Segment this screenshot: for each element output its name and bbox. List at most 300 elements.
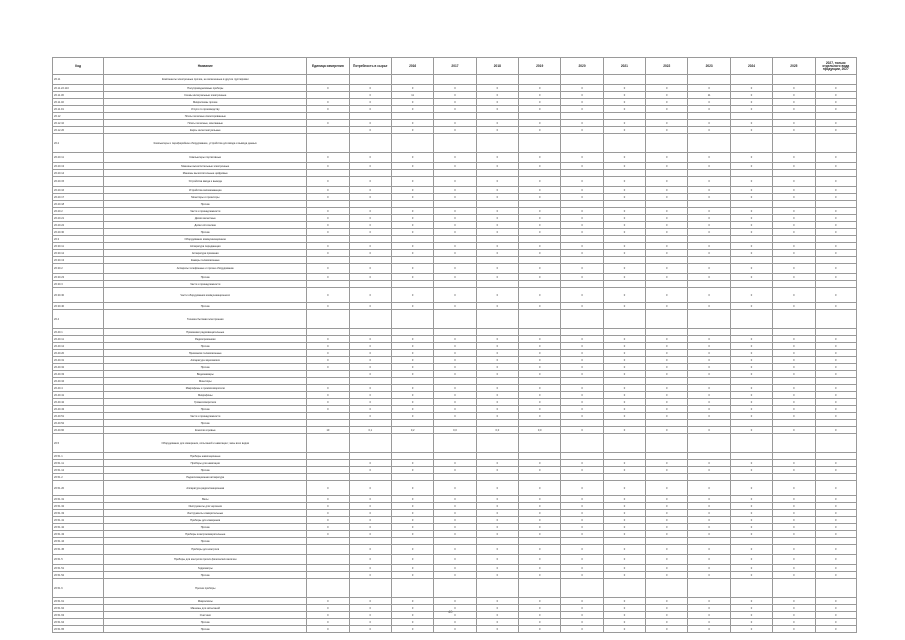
row-value — [561, 310, 603, 329]
row-value — [646, 378, 688, 385]
row-value: 0 — [815, 208, 856, 215]
row-value: 0 — [646, 598, 688, 605]
row-value: 0 — [730, 364, 772, 371]
row-value: 0 — [561, 229, 603, 236]
table-row — [53, 474, 857, 481]
row-value — [688, 538, 730, 545]
row-value: 0 — [603, 99, 645, 106]
row-value: 0 — [391, 481, 433, 496]
row-value — [773, 236, 815, 243]
row-value: 0 — [646, 481, 688, 496]
row-name: Микросхемы прочие — [104, 99, 307, 106]
row-value: 0 — [434, 153, 476, 163]
row-value: 0 — [561, 163, 603, 170]
row-value: 0 — [434, 264, 476, 274]
row-value: 0 — [476, 406, 518, 413]
row-value — [561, 420, 603, 427]
row-value — [519, 236, 561, 243]
row-value: 0 — [688, 208, 730, 215]
row-code: 26.2 — [53, 134, 104, 153]
table-row — [53, 243, 857, 250]
row-value: 0 — [603, 399, 645, 406]
row-value: 0 — [349, 565, 391, 572]
row-value: 0 — [815, 572, 856, 579]
row-value: 0 — [519, 605, 561, 612]
row-value — [434, 329, 476, 336]
row-value: 0 — [561, 153, 603, 163]
row-value: 0 — [646, 406, 688, 413]
row-value: 0 — [349, 517, 391, 524]
row-value: 0 — [391, 264, 433, 274]
row-value: 0 — [773, 392, 815, 399]
row-value — [519, 170, 561, 177]
table-body — [53, 75, 857, 633]
row-value: 0 — [434, 619, 476, 626]
row-value: 0 — [646, 496, 688, 503]
row-value: 0 — [434, 612, 476, 619]
row-value: 0 — [603, 343, 645, 350]
row-value: 0 — [730, 619, 772, 626]
row-value: 0 — [773, 187, 815, 194]
row-value — [646, 434, 688, 453]
row-value: 0 — [730, 427, 772, 434]
row-name: Радиоприемники — [104, 336, 307, 343]
row-code: 26.30.2 — [53, 264, 104, 274]
row-value: 0 — [434, 208, 476, 215]
row-value: 0 — [434, 385, 476, 392]
row-value: 0 — [815, 106, 856, 113]
row-value: 0 — [307, 524, 349, 531]
row-value: 0 — [519, 598, 561, 605]
row-value — [730, 434, 772, 453]
row-value: 0 — [773, 524, 815, 531]
row-value: 0 — [773, 127, 815, 134]
row-value — [476, 434, 518, 453]
row-value: 0 — [307, 274, 349, 281]
row-value — [815, 257, 856, 264]
row-value: 0 — [434, 303, 476, 310]
row-value: 0 — [603, 371, 645, 378]
row-value: 0 — [646, 392, 688, 399]
row-value: 0 — [603, 350, 645, 357]
row-value — [349, 201, 391, 208]
row-value — [349, 310, 391, 329]
row-value: 0 — [688, 343, 730, 350]
row-value: 0 — [307, 406, 349, 413]
table-row — [53, 517, 857, 524]
row-value: 0 — [307, 399, 349, 406]
row-value — [434, 281, 476, 288]
row-value: 0 — [391, 612, 433, 619]
table-row — [53, 85, 857, 92]
row-value: 0 — [773, 264, 815, 274]
row-name: Консоли игровые — [104, 427, 307, 434]
row-value — [307, 378, 349, 385]
row-value — [307, 434, 349, 453]
row-value: 0 — [603, 208, 645, 215]
row-value — [434, 453, 476, 460]
row-value: 0 — [561, 510, 603, 517]
row-value: 0 — [307, 215, 349, 222]
row-value: 0 — [434, 194, 476, 201]
header-year: 2018 — [476, 58, 518, 75]
row-value: 0 — [561, 524, 603, 531]
row-value: 0 — [688, 106, 730, 113]
row-value: 0 — [815, 524, 856, 531]
row-name: Схемы интегральные электронные — [104, 92, 307, 99]
row-value: 0 — [476, 187, 518, 194]
row-value — [773, 201, 815, 208]
row-value: 0 — [434, 350, 476, 357]
row-value: 0 — [646, 467, 688, 474]
header-total: 2027, только отдельного вида продукции, 2027 — [815, 58, 856, 75]
row-value: 0 — [646, 626, 688, 633]
row-value — [646, 474, 688, 481]
row-value: 0 — [519, 385, 561, 392]
row-value: 0 — [773, 496, 815, 503]
row-value: 0 — [349, 120, 391, 127]
row-value: 0 — [476, 531, 518, 538]
row-value — [688, 201, 730, 208]
row-value: 0 — [349, 243, 391, 250]
row-code: 26.11.40 — [53, 99, 104, 106]
row-value: 0 — [434, 215, 476, 222]
row-value: 0 — [603, 572, 645, 579]
row-value — [646, 134, 688, 153]
row-name: Оборудование коммуникационное — [104, 236, 307, 243]
table-row — [53, 612, 857, 619]
row-code: 26.51.61 — [53, 598, 104, 605]
row-value: 0 — [434, 106, 476, 113]
row-value: 0 — [646, 385, 688, 392]
row-value: 0 — [434, 222, 476, 229]
row-value: 0 — [307, 619, 349, 626]
row-code: 26.40.34 — [53, 378, 104, 385]
row-value: 0 — [730, 120, 772, 127]
row-value — [561, 113, 603, 120]
row-value: 0 — [730, 208, 772, 215]
row-value: 0 — [688, 303, 730, 310]
row-code: 26.51.32 — [53, 503, 104, 510]
row-value: 0 — [603, 336, 645, 343]
row-value — [603, 538, 645, 545]
row-value: 0 — [730, 503, 772, 510]
row-value — [519, 310, 561, 329]
row-value — [434, 75, 476, 85]
table-row — [53, 215, 857, 222]
row-value: 0 — [391, 303, 433, 310]
row-value: 0 — [561, 343, 603, 350]
row-value: 0 — [688, 350, 730, 357]
table-row — [53, 264, 857, 274]
row-value: 0 — [773, 510, 815, 517]
row-value: 0 — [603, 303, 645, 310]
row-value: 0 — [773, 385, 815, 392]
row-value — [307, 201, 349, 208]
row-value: 0 — [773, 598, 815, 605]
row-value: 0 — [730, 531, 772, 538]
row-value: 0 — [391, 531, 433, 538]
row-value: 0 — [561, 215, 603, 222]
row-value — [476, 134, 518, 153]
row-value: 0 — [815, 399, 856, 406]
row-value: 0 — [307, 517, 349, 524]
row-code: 26.11.22.110 — [53, 85, 104, 92]
row-value — [391, 257, 433, 264]
row-value: 0 — [688, 626, 730, 633]
row-value: 0 — [815, 177, 856, 187]
row-value: 0 — [307, 336, 349, 343]
table-row — [53, 113, 857, 120]
table-row — [53, 134, 857, 153]
row-value: 0 — [391, 496, 433, 503]
row-value: 0 — [391, 555, 433, 565]
row-value: 0 — [603, 427, 645, 434]
row-value: 0 — [815, 392, 856, 399]
row-value: 0 — [688, 619, 730, 626]
row-value: 0 — [519, 524, 561, 531]
row-value: 0 — [434, 406, 476, 413]
row-code: 26.30.3 — [53, 281, 104, 288]
row-value: 0 — [773, 467, 815, 474]
row-value — [815, 434, 856, 453]
row-value — [307, 75, 349, 85]
row-value — [603, 281, 645, 288]
row-value: 0 — [561, 364, 603, 371]
row-value — [307, 310, 349, 329]
row-value — [815, 579, 856, 598]
row-value — [688, 75, 730, 85]
row-value: 0 — [773, 517, 815, 524]
row-value: 0 — [307, 250, 349, 257]
row-value: 0 — [646, 371, 688, 378]
row-value — [688, 170, 730, 177]
row-value: 0 — [434, 127, 476, 134]
row-code: 26.51.45 — [53, 545, 104, 555]
header-year: 2025 — [773, 58, 815, 75]
row-value: 0 — [688, 229, 730, 236]
row-value: 0 — [476, 357, 518, 364]
header-year: 2017 — [434, 58, 476, 75]
row-value: 0 — [730, 496, 772, 503]
row-value: 0 — [476, 496, 518, 503]
row-value: 0 — [307, 598, 349, 605]
row-value: 0 — [815, 215, 856, 222]
row-value: 0 — [773, 572, 815, 579]
row-code: 26.40.20 — [53, 350, 104, 357]
row-value: 0 — [349, 531, 391, 538]
row-value: 0 — [476, 524, 518, 531]
row-value: 0 — [391, 288, 433, 303]
row-value: 0 — [646, 194, 688, 201]
row-name: Машины вычислительные электронные — [104, 163, 307, 170]
row-value: 0 — [391, 208, 433, 215]
table-row — [53, 274, 857, 281]
row-value: 0 — [688, 120, 730, 127]
row-value — [434, 474, 476, 481]
row-value: 0 — [730, 222, 772, 229]
row-value: 0 — [730, 392, 772, 399]
row-value: 0 — [561, 288, 603, 303]
row-value: 0 — [815, 274, 856, 281]
row-value: 0 — [815, 222, 856, 229]
row-value: 0 — [773, 555, 815, 565]
row-value: 0 — [646, 343, 688, 350]
row-value: 0 — [773, 503, 815, 510]
row-value: 0 — [730, 565, 772, 572]
row-value: 0 — [434, 371, 476, 378]
row-value — [307, 474, 349, 481]
row-value: 0 — [391, 364, 433, 371]
row-value — [434, 434, 476, 453]
header-year: 2019 — [519, 58, 561, 75]
row-value: 0 — [391, 510, 433, 517]
row-value: 0 — [646, 510, 688, 517]
table-row — [53, 208, 857, 215]
row-value: 0 — [773, 274, 815, 281]
row-value: 0 — [561, 503, 603, 510]
row-value: 0 — [307, 222, 349, 229]
row-value: 0 — [349, 187, 391, 194]
row-name: Аппаратура звукозаписи — [104, 357, 307, 364]
row-value: 0 — [815, 85, 856, 92]
row-value: 0 — [476, 99, 518, 106]
row-value: 0 — [773, 229, 815, 236]
row-code: 26.40.32 — [53, 364, 104, 371]
row-value — [519, 434, 561, 453]
row-name: Части и принадлежности — [104, 413, 307, 420]
row-value — [603, 378, 645, 385]
row-value: 0 — [391, 357, 433, 364]
row-value: 0 — [603, 215, 645, 222]
row-value: 0 — [519, 406, 561, 413]
row-value — [434, 113, 476, 120]
row-value: 0 — [307, 385, 349, 392]
row-value: 0 — [815, 357, 856, 364]
row-value: 0 — [603, 555, 645, 565]
row-value: 0 — [815, 343, 856, 350]
row-value: 0 — [603, 364, 645, 371]
row-value: 0 — [603, 357, 645, 364]
header-year: 2016 — [391, 58, 433, 75]
row-name: Услуги по производству — [104, 106, 307, 113]
row-code: 26.20.17 — [53, 194, 104, 201]
row-value — [349, 236, 391, 243]
row-value — [349, 170, 391, 177]
row-value: 0 — [349, 413, 391, 420]
row-value — [307, 565, 349, 572]
row-value: 0 — [688, 243, 730, 250]
table-row — [53, 406, 857, 413]
row-value: 0 — [476, 481, 518, 496]
row-value: 0 — [476, 565, 518, 572]
row-value: 0 — [307, 264, 349, 274]
row-value: 0 — [815, 187, 856, 194]
row-name: Мониторы — [104, 378, 307, 385]
row-value: 0 — [476, 194, 518, 201]
row-value: 0 — [391, 399, 433, 406]
row-value: 0 — [646, 427, 688, 434]
row-value — [730, 538, 772, 545]
row-value: 0 — [561, 250, 603, 257]
row-value: 0 — [815, 531, 856, 538]
row-value: 0 — [730, 460, 772, 467]
header-unit: Единица измерения — [307, 58, 349, 75]
row-value — [307, 579, 349, 598]
row-value: 0 — [391, 524, 433, 531]
row-value — [815, 134, 856, 153]
table-row — [53, 194, 857, 201]
header-year: 2021 — [603, 58, 645, 75]
row-value: 0 — [391, 106, 433, 113]
row-value: 0 — [603, 229, 645, 236]
row-value — [773, 453, 815, 460]
row-value — [815, 75, 856, 85]
row-value: 0 — [646, 243, 688, 250]
row-value: 0 — [603, 250, 645, 257]
row-value — [646, 538, 688, 545]
row-value: 0 — [646, 565, 688, 572]
row-value: 0 — [603, 187, 645, 194]
row-value — [561, 236, 603, 243]
row-value: 0 — [646, 350, 688, 357]
table-row — [53, 229, 857, 236]
table-row — [53, 187, 857, 194]
row-value: 0 — [730, 99, 772, 106]
table-row — [53, 434, 857, 453]
row-code: 26.30.11 — [53, 243, 104, 250]
row-value: 0 — [730, 371, 772, 378]
row-value: 0 — [688, 598, 730, 605]
row-value: 0 — [391, 598, 433, 605]
row-value — [307, 134, 349, 153]
row-value: 0 — [603, 274, 645, 281]
row-value: 0 — [815, 612, 856, 619]
row-value — [434, 378, 476, 385]
row-name: Прочие — [104, 572, 307, 579]
row-value — [773, 310, 815, 329]
row-name: Прочие — [104, 303, 307, 310]
row-name: Микроскопы — [104, 598, 307, 605]
row-value: 0 — [603, 222, 645, 229]
row-value — [561, 170, 603, 177]
row-value — [476, 538, 518, 545]
row-value: 0 — [688, 572, 730, 579]
row-value: 0 — [349, 336, 391, 343]
row-value — [349, 134, 391, 153]
row-value: 0 — [391, 605, 433, 612]
row-value: 0 — [773, 357, 815, 364]
row-name: Видеокамеры — [104, 371, 307, 378]
row-code: 26.11.30 — [53, 92, 104, 99]
row-value: 0 — [519, 215, 561, 222]
table-row — [53, 503, 857, 510]
row-value: 0 — [349, 215, 391, 222]
row-value: 0 — [391, 163, 433, 170]
row-value — [815, 538, 856, 545]
row-value: 0 — [476, 619, 518, 626]
row-value: 0 — [349, 99, 391, 106]
row-value: 0 — [646, 120, 688, 127]
row-value — [434, 257, 476, 264]
row-value: 0 — [476, 215, 518, 222]
row-value: 0 — [773, 106, 815, 113]
row-value: 0 — [391, 153, 433, 163]
row-value: 0 — [688, 481, 730, 496]
row-value: 0 — [646, 92, 688, 99]
row-value: 0 — [349, 350, 391, 357]
row-value: 0 — [476, 229, 518, 236]
